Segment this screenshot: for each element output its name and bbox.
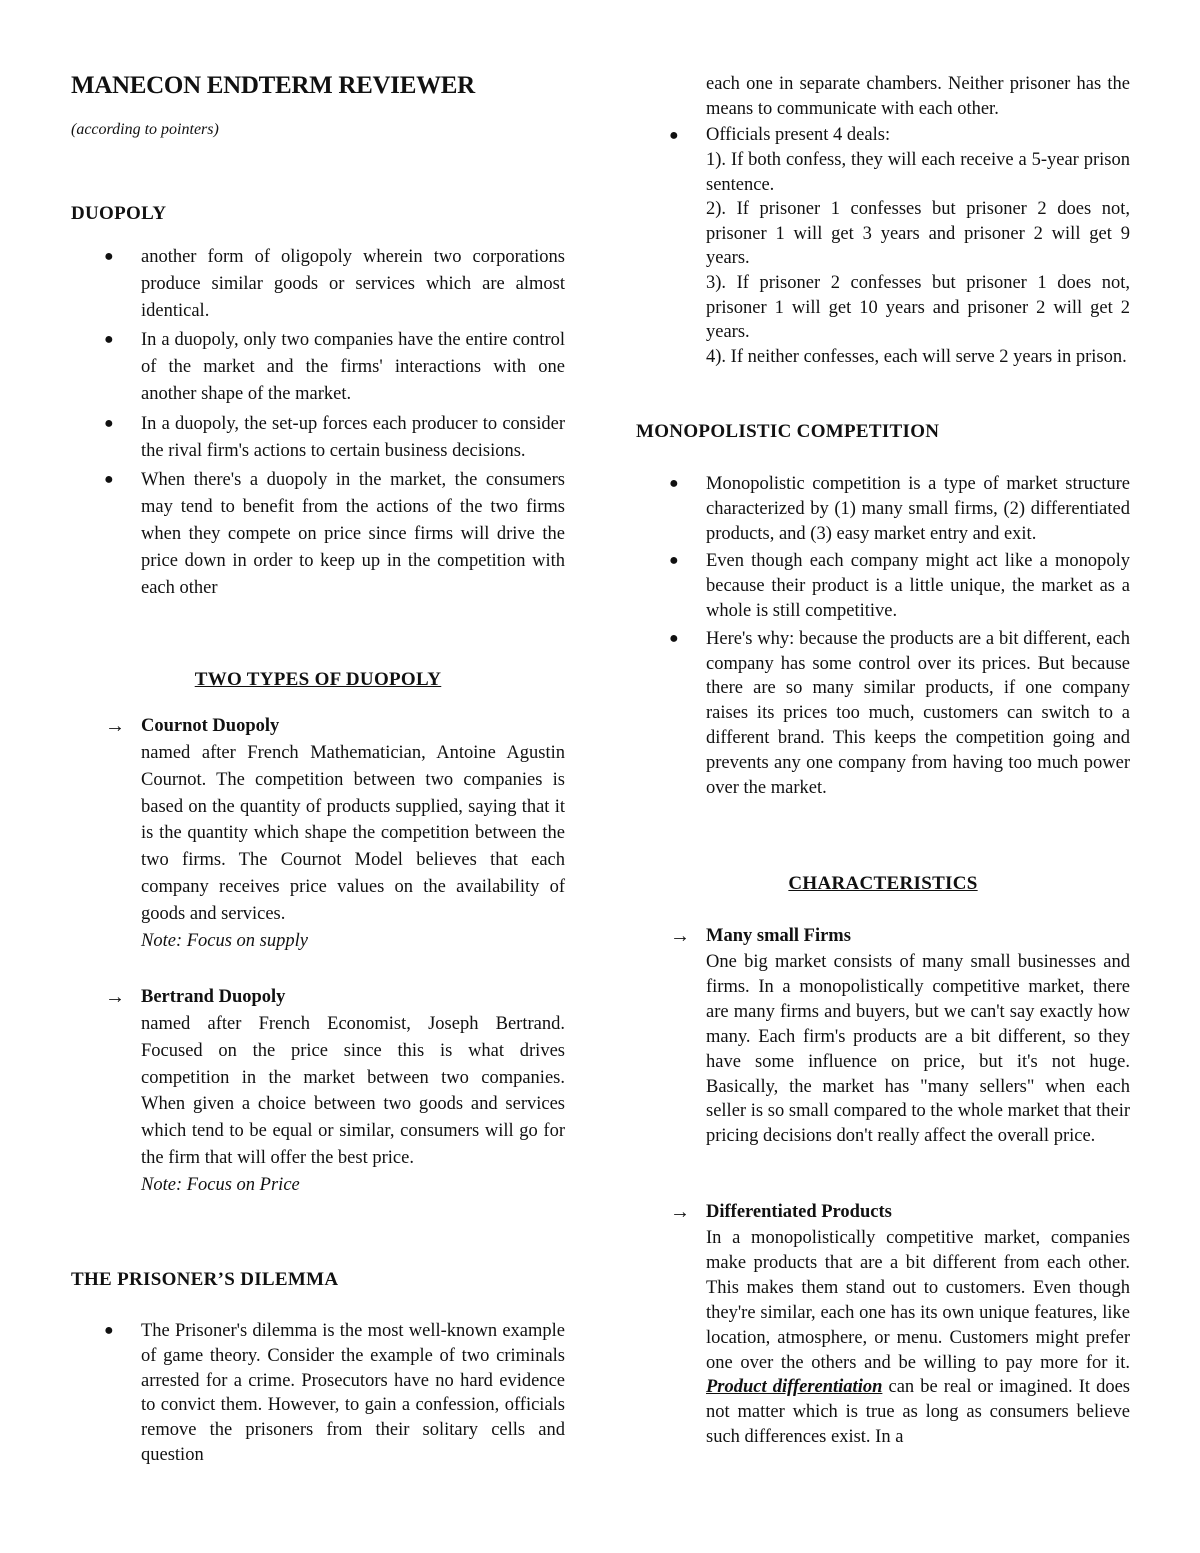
arrow-right-icon: → bbox=[670, 925, 690, 947]
arrow-right-icon: → bbox=[105, 986, 125, 1008]
cournot-section bbox=[71, 713, 565, 954]
bertrand-note: Note: Focus on Price bbox=[141, 1174, 300, 1195]
duopoly-bullet-list bbox=[71, 244, 565, 604]
deal-item: 4). If neither confesses, each will serve 2 years in prison. bbox=[706, 346, 1127, 367]
many-firms-section bbox=[636, 923, 1130, 1149]
deals-list bbox=[636, 123, 1130, 369]
prisoner-bullet-continued: each one in separate chambers. Neither prisoner has the means to communicate with each other. bbox=[706, 74, 1130, 119]
cournot-body: named after French Mathematician, Antoine Agustin Cournot. The competition between two companies is based on the quantity of products supplied, saying that it is the quantity which shape the competition between the two firms. The Cournot Model believes that each company receives price values on the availability of goods and services. bbox=[141, 743, 565, 924]
characteristics-heading: CHARACTERISTICS bbox=[788, 873, 978, 894]
bullet-icon: ● bbox=[104, 1322, 114, 1339]
duopoly-heading: DUOPOLY bbox=[71, 203, 167, 224]
bertrand-body: named after French Economist, Joseph Bertrand. Focused on the price since this is what drives competition in the market between two companies. When given a choice between two goods and services which tend to be equal or similar, consumers will go for the firm that will offer the best price. bbox=[141, 1014, 565, 1168]
many-firms-title: Many small Firms bbox=[706, 926, 851, 946]
cournot-title: Cournot Duopoly bbox=[141, 716, 280, 736]
bullet-icon: ● bbox=[669, 127, 679, 144]
bertrand-section bbox=[71, 984, 565, 1198]
prisoner-heading: THE PRISONER’S DILEMMA bbox=[71, 1269, 339, 1290]
bullet-icon: ● bbox=[104, 414, 114, 432]
bullet-icon: ● bbox=[104, 331, 114, 349]
bullet-icon: ● bbox=[669, 475, 679, 492]
list-item: ● Even though each company might act like a monopoly because their product is a little unique, the market as a whole is still competitive. bbox=[669, 551, 1130, 621]
list-item: ● When there's a duopoly in the market, the consumers may tend to benefit from the actions of the two firms when they compete on price since firms will drive the price down in order to keep up in the competition with each other bbox=[71, 467, 565, 601]
list-item: ● The Prisoner's dilemma is the most well-known example of game theory. Consider the example of two criminals arrested for a crime. Prosecutors have no hard evidence to convict them. However, to gain a confession, officials remove the prisoners from their solitary cells and question bbox=[104, 1321, 565, 1465]
deal-item: 2). If prisoner 1 confesses but prisoner 2 does not, prisoner 1 will get 3 years and prisoner 2 will get 9 years. bbox=[706, 199, 1130, 269]
bullet-icon: ● bbox=[669, 629, 679, 647]
bullet-icon: ● bbox=[104, 248, 114, 265]
list-item: ● In a duopoly, the set-up forces each producer to consider the rival firm's actions to certain business decisions. bbox=[71, 411, 565, 465]
emphasis-term: Product differentiation bbox=[706, 1377, 883, 1398]
document-title: MANECON ENDTERM REVIEWER bbox=[71, 72, 475, 99]
many-firms-body: One big market consists of many small businesses and firms. In a monopolistically competitive market, there are many firms and buyers, but we can't say exactly how many. Each firm's products are a bit different, so they have some influence on price, but it's not huge. Basically, the market has "many sellers" when each seller is so small compared to the whole market that their pricing decisions don't really affect the overall price. bbox=[706, 952, 1130, 1147]
list-item: ● Officials present 4 deals: bbox=[636, 123, 1130, 148]
monopolistic-bullet-list bbox=[636, 472, 1130, 803]
arrow-right-icon: → bbox=[670, 1201, 690, 1223]
prisoner-bullet-list bbox=[71, 1319, 565, 1471]
differentiated-section bbox=[636, 1199, 1130, 1450]
differentiated-title: Differentiated Products bbox=[706, 1202, 892, 1222]
list-item: ● Monopolistic competition is a type of market structure characterized by (1) many small firms, (2) differentiated products, and (3) easy market entry and exit. bbox=[669, 474, 1130, 544]
list-item: ● another form of oligopoly wherein two corporations produce similar goods or services which are almost identical. bbox=[71, 244, 565, 324]
arrow-right-icon: → bbox=[105, 715, 125, 737]
list-item: ● In a duopoly, only two companies have the entire control of the market and the firms' interactions with one another shape of the market. bbox=[71, 327, 565, 407]
bullet-icon: ● bbox=[104, 471, 114, 489]
document-subtitle: (according to pointers) bbox=[71, 121, 219, 138]
differentiated-body: In a monopolistically competitive market, companies make products that are a bit different from each other. This makes them stand out to customers. Even though they're similar, each one has its own unique features, like location, atmosphere, or menu. Customers might prefer one over the others and be willing to pay more for it. Product differentiation can be real or imagined. It does not matter which is true as long as consumers believe such differences exist. In a bbox=[706, 1228, 1131, 1448]
list-item: ● Here's why: because the products are a bit different, each company has some control over its prices. But because there are so many similar products, if one company raises its prices too much, customers can switch to a different brand. This keeps the competition going and prevents any one company from having too much power over the market. bbox=[669, 628, 1130, 798]
bullet-icon: ● bbox=[669, 552, 679, 570]
types-heading: TWO TYPES OF DUOPOLY bbox=[194, 669, 442, 690]
monopolistic-heading: MONOPOLISTIC COMPETITION bbox=[636, 421, 940, 442]
deal-item: 1). If both confess, they will each receive a 5-year prison sentence. bbox=[706, 150, 1130, 195]
cournot-note: Note: Focus on supply bbox=[141, 930, 308, 951]
bertrand-title: Bertrand Duopoly bbox=[141, 987, 286, 1007]
deal-item: 3). If prisoner 2 confesses but prisoner 1 does not, prisoner 1 will get 10 years and prisoner 2 will get 2 years. bbox=[706, 272, 1130, 343]
